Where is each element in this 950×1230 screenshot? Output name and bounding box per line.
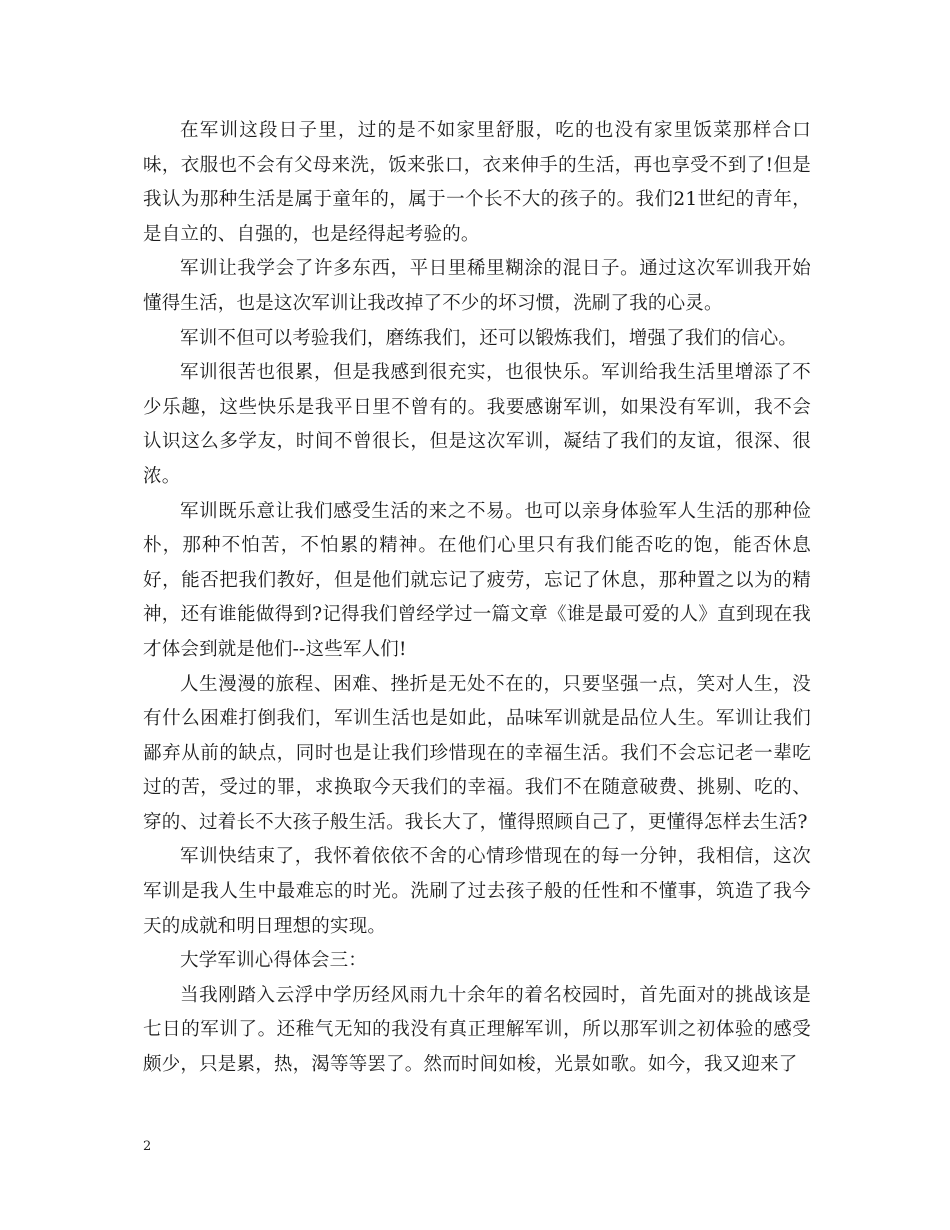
paragraph-1: 在军训这段日子里，过的是不如家里舒服，吃的也没有家里饭菜那样合口味，衣服也不会有父母来洗，饭来张口，衣来伸手的生活，再也享受不到了!但是我认为那种生活是属于童年的，属于一个长不大的孩子的。我们21世纪的青年，是自立的、自强的，也是经得起考验的。 — [143, 120, 811, 245]
body-text — [143, 114, 811, 1083]
paragraph-3: 军训不但可以考验我们，磨练我们，还可以锻炼我们，增强了我们的信心。 — [180, 327, 798, 349]
paragraph-5: 军训既乐意让我们感受生活的来之不易。也可以亲身体验军人生活的那种俭朴，那种不怕苦，不怕累的精神。在他们心里只有我们能否吃的饱，能否休息好，能否把我们教好，但是他们就忘记了疲劳，忘记了休息，那种置之以为的精神，还有谁能做得到?记得我们曾经学过一篇文章《谁是最可爱的人》直到现在我才体会到就是他们--这些军人们! — [143, 500, 811, 660]
paragraph-4: 军训很苦也很累，但是我感到很充实，也很快乐。军训给我生活里增添了不少乐趣，这些快乐是我平日里不曾有的。我要感谢军训，如果没有军训，我不会认识这么多学友，时间不曾很长，但是这次军训，凝结了我们的友谊，很深、很浓。 — [143, 362, 811, 487]
section-heading: 大学军训心得体会三： — [180, 950, 368, 972]
paragraph-7: 军训快结束了，我怀着依依不舍的心情珍惜现在的每一分钟，我相信，这次军训是我人生中最难忘的时光。洗刷了过去孩子般的任性和不懂事，筑造了我今天的成就和明日理想的实现。 — [143, 846, 811, 937]
page-number: 2 — [143, 1139, 152, 1154]
paragraph-6: 人生漫漫的旅程、困难、挫折是无处不在的，只要坚强一点，笑对人生，没有什么困难打倒我们，军训生活也是如此，品味军训就是品位人生。军训让我们鄙弃从前的缺点，同时也是让我们珍惜现在的幸福生活。我们不会忘记老一辈吃过的苦，受过的罪，求换取今天我们的幸福。我们不在随意破费、挑剔、吃的、穿的、过着长不大孩子般生活。我长大了，懂得照顾自己了，更懂得怎样去生活? — [143, 673, 811, 833]
paragraph-8: 当我刚踏入云浮中学历经风雨九十余年的着名校园时，首先面对的挑战该是七日的军训了。还稚气无知的我没有真正理解军训，所以那军训之初体验的感受颇少，只是累，热，渴等等罢了。然而时间如梭，光景如歌。如今，我又迎来了 — [143, 984, 811, 1076]
paragraph-2: 军训让我学会了许多东西，平日里稀里糊涂的混日子。通过这次军训我开始懂得生活，也是这次军训让我改掉了不少的坏习惯，洗刷了我的心灵。 — [143, 258, 811, 314]
